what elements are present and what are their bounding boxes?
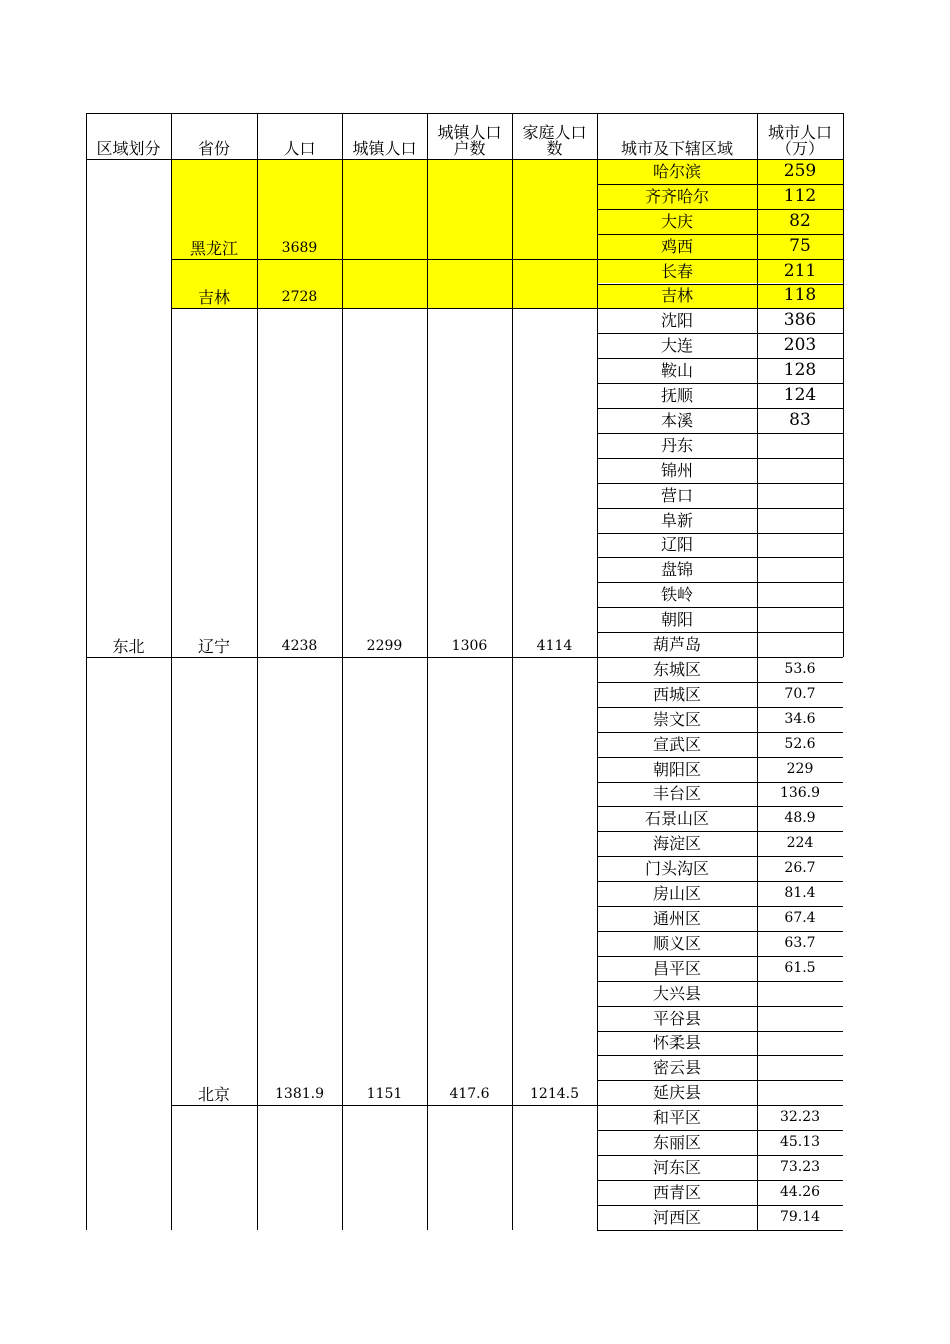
grid-city-separator [597,1155,843,1156]
grid-city-separator [597,1055,843,1056]
city-population: 53.6 [784,660,816,677]
province-population [257,1105,342,1230]
grid-city-separator [597,632,843,633]
header-region: 区域划分 [96,139,161,158]
city-population: 61.5 [784,959,816,976]
city-name: 大连 [660,336,693,356]
city-name: 门头沟区 [644,859,709,879]
grid-city-separator [597,508,843,509]
grid-city-separator [597,607,843,608]
grid-vertical [342,113,343,1230]
grid-city-separator [597,931,843,932]
grid-city-separator [597,806,843,807]
city-population: 386 [783,310,817,331]
city-population: 44.26 [779,1183,821,1200]
city-population: 45.13 [779,1134,821,1151]
grid-city-separator [597,458,843,459]
city-name: 丰台区 [652,784,701,804]
city-name: 营口 [660,485,693,505]
grid-city-separator [597,732,843,733]
city-population: 34.6 [784,710,816,727]
province-name: 黑龙江 [189,238,238,258]
province-urban-households [427,1105,512,1230]
region-cell: 东北 [112,637,145,656]
grid-header-bottom [86,159,844,160]
city-name: 丹东 [660,435,693,455]
grid-city-separator [597,308,843,309]
province-family-population [512,159,597,259]
grid-city-separator [597,856,843,857]
grid-city-separator [597,1230,843,1231]
province-urban-population [342,1105,427,1230]
grid-city-separator [597,657,843,658]
grid-city-separator [597,1080,843,1081]
grid-top [86,113,844,114]
city-population: 81.4 [784,885,816,902]
header-city-population: 城市人口（万） [767,123,832,158]
grid-vertical [86,113,87,1230]
city-population: 124 [783,385,817,406]
grid-city-separator [597,259,843,260]
city-population [757,533,843,558]
city-name: 通州区 [652,908,701,928]
grid-vertical [427,113,428,1230]
grid-vertical [257,113,258,1230]
grid-vertical [512,113,513,1230]
city-population [757,483,843,508]
city-population [757,1031,843,1056]
province-population: 4238 [281,637,318,654]
city-name: 抚顺 [660,386,693,406]
city-name: 大庆 [660,211,693,231]
grid-region-separator [86,657,171,658]
grid-vertical [171,113,172,1230]
city-name: 西城区 [652,684,701,704]
city-name: 西青区 [652,1182,701,1202]
city-name: 阜新 [660,510,693,530]
city-population [757,458,843,483]
header-province: 省份 [197,139,230,158]
province-urban-population: 1151 [366,1086,403,1103]
city-name: 石景山区 [644,809,709,829]
province-name [171,1105,257,1230]
province-urban-households: 417.6 [449,1086,490,1103]
city-name: 顺义区 [652,933,701,953]
city-population: 73.23 [779,1158,821,1175]
city-name: 辽阳 [660,535,693,555]
city-name: 平谷县 [652,1008,701,1028]
city-name: 和平区 [652,1108,701,1128]
province-population: 3689 [281,239,318,256]
grid-city-separator [597,682,843,683]
city-name: 朝阳区 [652,759,701,779]
province-urban-population [342,159,427,259]
city-population: 26.7 [784,860,816,877]
city-population: 211 [783,260,817,281]
city-population: 128 [783,360,817,381]
city-name: 延庆县 [652,1083,701,1103]
city-population [757,582,843,607]
city-name: 河西区 [652,1207,701,1227]
grid-vertical [597,113,598,1231]
city-population: 82 [789,210,811,231]
city-population: 203 [783,335,817,356]
grid-city-separator [597,533,843,534]
province-urban-population [342,259,427,309]
city-population: 52.6 [784,735,816,752]
grid-province-separator [171,1105,597,1106]
grid-city-separator [597,209,843,210]
city-name: 崇文区 [652,709,701,729]
header-family-population: 家庭人口数 [522,123,587,158]
city-population [757,557,843,582]
city-population: 70.7 [784,685,816,702]
city-name: 房山区 [652,884,701,904]
grid-city-separator [597,757,843,758]
city-population [757,632,843,657]
province-name: 北京 [197,1085,230,1105]
city-name: 鸡西 [660,236,693,256]
city-name: 吉林 [660,286,693,306]
grid-city-separator [597,1205,843,1206]
city-population: 259 [783,160,817,181]
city-population: 67.4 [784,909,816,926]
province-urban-households [427,259,512,309]
header-urban-population: 城镇人口 [352,139,417,158]
city-name: 锦州 [660,460,693,480]
header-urban-households: 城镇人口户数 [437,123,502,158]
province-name: 辽宁 [197,636,230,656]
city-population [757,1055,843,1080]
header-city: 城市及下辖区域 [620,139,733,158]
city-name: 大兴县 [652,983,701,1003]
grid-city-separator [597,582,843,583]
city-name: 沈阳 [660,311,693,331]
grid-city-separator [597,956,843,957]
grid-city-separator [597,1031,843,1032]
city-name: 东城区 [652,659,701,679]
city-population [757,433,843,458]
province-family-population: 1214.5 [530,1086,579,1103]
city-population: 224 [786,835,814,852]
province-name: 吉林 [197,288,230,308]
province-urban-households [427,159,512,259]
city-population: 136.9 [779,785,821,802]
city-name: 河东区 [652,1157,701,1177]
city-name: 葫芦岛 [652,635,701,655]
grid-city-separator [597,333,843,334]
city-population: 83 [789,409,811,430]
city-population [757,1080,843,1105]
grid-province-separator [171,657,597,658]
grid-city-separator [597,383,843,384]
city-name: 铁岭 [660,585,693,605]
city-population: 48.9 [784,810,816,827]
province-population: 1381.9 [275,1086,324,1103]
city-name: 本溪 [660,410,693,430]
grid-city-separator [597,1180,843,1181]
grid-vertical [757,113,758,1231]
city-population: 229 [786,760,814,777]
city-population [757,981,843,1006]
grid-city-separator [597,782,843,783]
grid-city-separator [597,1105,843,1106]
city-name: 怀柔县 [652,1033,701,1053]
city-population [757,1006,843,1031]
city-name: 昌平区 [652,958,701,978]
city-name: 长春 [660,261,693,281]
city-name: 盘锦 [660,560,693,580]
region-cell [86,657,171,1230]
province-family-population [512,259,597,309]
city-name: 东丽区 [652,1133,701,1153]
province-family-population [512,1105,597,1230]
grid-city-separator [597,284,843,285]
province-population: 2728 [281,289,318,306]
province-urban-households: 1306 [451,637,488,654]
grid-vertical [843,113,844,657]
city-name: 鞍山 [660,361,693,381]
province-urban-population: 2299 [366,637,403,654]
city-population [757,508,843,533]
grid-city-separator [597,234,843,235]
city-name: 朝阳 [660,610,693,630]
province-family-population: 4114 [536,637,573,654]
city-population: 118 [783,285,817,306]
city-name: 宣武区 [652,734,701,754]
city-name: 齐齐哈尔 [644,186,709,206]
grid-city-separator [597,557,843,558]
grid-city-separator [597,1006,843,1007]
population-spreadsheet [86,113,845,1230]
grid-city-separator [597,483,843,484]
city-population [757,607,843,632]
city-name: 海淀区 [652,834,701,854]
grid-city-separator [597,358,843,359]
grid-city-separator [597,881,843,882]
city-population: 75 [789,235,811,256]
city-population: 32.23 [779,1109,821,1126]
city-name: 哈尔滨 [652,161,701,181]
city-population: 63.7 [784,934,816,951]
grid-city-separator [597,831,843,832]
grid-province-separator [171,308,597,309]
city-name: 密云县 [652,1058,701,1078]
grid-province-separator [171,259,597,260]
grid-city-separator [597,981,843,982]
city-population: 79.14 [779,1208,821,1225]
grid-city-separator [597,433,843,434]
grid-city-separator [597,408,843,409]
city-population: 112 [783,185,817,206]
grid-city-separator [597,906,843,907]
grid-city-separator [597,184,843,185]
header-population: 人口 [283,139,316,158]
grid-city-separator [597,1130,843,1131]
grid-city-separator [597,707,843,708]
